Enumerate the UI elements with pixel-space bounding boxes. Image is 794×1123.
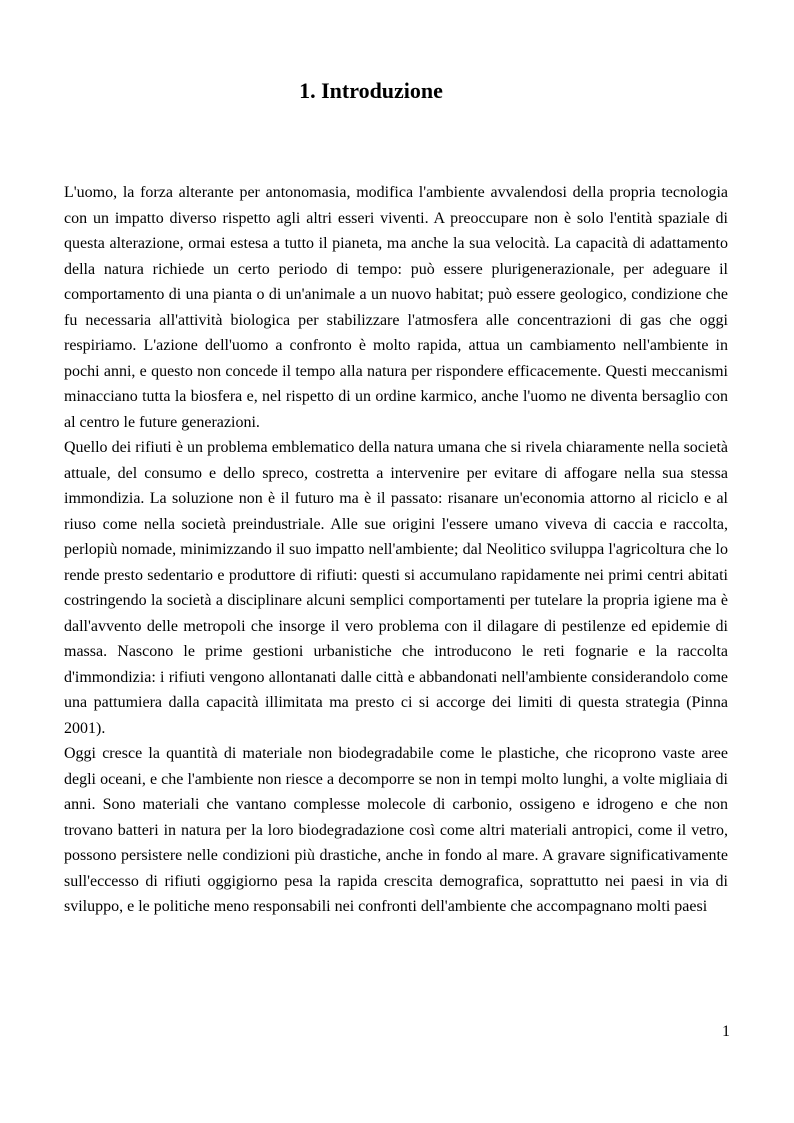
paragraph: L'uomo, la forza alterante per antonomasia, modifica l'ambiente avvalendosi della propria tecnologia con un impatto diverso rispetto agli altri esseri viventi. A preoccupare non è solo l'entità spaziale di questa alterazione, ormai estesa a tutto il pianeta, ma anche la sua velocità. La capacità di adattamento della natura richiede un certo periodo di tempo: può essere plurigenerazionale, per adeguare il comportamento di una pianta o di un'animale a un nuovo habitat; può essere geologico, condizione che fu necessaria all'attività biologica per stabilizzare l'atmosfera alle concentrazioni di gas che oggi respiriamo. L'azione dell'uomo a confronto è molto rapida, attua un cambiamento nell'ambiente in pochi anni, e questo non concede il tempo alla natura per rispondere efficacemente. Questi meccanismi minacciano tutta la biosfera e, nel rispetto di un ordine karmico, anche l'uomo ne diventa bersaglio con al centro le future generazioni. (64, 184, 728, 431)
page-number: 1 (722, 1023, 730, 1040)
page-title: 1. Introduzione (299, 78, 443, 103)
paragraph: Oggi cresce la quantità di materiale non biodegradabile come le plastiche, che ricoprono vaste aree degli oceani, e che l'ambiente non riesce a decomporre se non in tempi molto lunghi, a volte migliaia di anni. Sono materiali che vantano complesse molecole di carbonio, ossigeno e idrogeno e che non trovano batteri in natura per la loro biodegradazione così come altri materiali antropici, come il vetro, possono persistere nelle condizioni più drastiche, anche in fondo al mare. A gravare significativamente sull'eccesso di rifiuti oggigiorno pesa la rapida crescita demografica, soprattutto nei paesi in via di sviluppo, e le politiche meno responsabili nei confronti dell'ambiente che accompagnano molti paesi (64, 745, 728, 915)
paragraph: Quello dei rifiuti è un problema emblematico della natura umana che si rivela chiaramente nella società attuale, del consumo e dello spreco, costretta a intervenire per evitare di affogare nella sua stessa immondizia. La soluzione non è il futuro ma è il passato: risanare un'economia attorno al riciclo e al riuso come nella società preindustriale. Alle sue origini l'essere umano viveva di caccia e raccolta, perlopiù nomade, minimizzando il suo impatto nell'ambiente; dal Neolitico sviluppa l'agricoltura che lo rende presto sedentario e produttore di rifiuti: questi si accumulano rapidamente nei primi centri abitati costringendo la società a disciplinare alcuni semplici comportamenti per tutelare la propria igiene ma è dall'avvento delle metropoli che insorge il vero problema con il dilagare di pestilenze ed epidemie di massa. Nascono le prime gestioni urbanistiche che introducono le reti fognarie e la raccolta d'immondizia: i rifiuti vengono allontanati dalle città e abbandonati nell'ambiente considerandolo come una pattumiera dalla capacità illimitata ma presto ci si accorge dei limiti di questa strategia (Pinna 2001). (64, 439, 728, 737)
body-text (64, 180, 728, 920)
